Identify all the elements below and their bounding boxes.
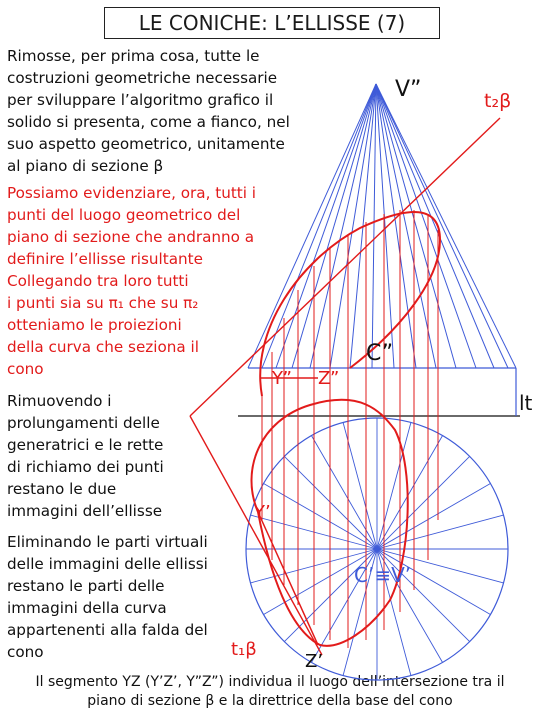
paragraph-remove-lines: Rimuovendo i prolungamenti delle generatrici e le rette di richiamo dei punti restano le due immagini dell’ellisse bbox=[7, 392, 164, 520]
base-radius-line bbox=[377, 484, 490, 550]
cone-generator-line bbox=[376, 84, 494, 368]
base-radius-line bbox=[312, 436, 378, 549]
label-c1-v1: C’≡V’ bbox=[354, 563, 412, 587]
paragraph-remove-virtual: Eliminando le parti virtuali delle immagini delle ellissi restano le parti delle immagini della curva appartenenti alla falda del cono bbox=[7, 533, 208, 661]
cone-generator-line bbox=[330, 84, 376, 368]
cone-generator-line bbox=[248, 84, 376, 368]
label-t2-beta: t₂β bbox=[484, 90, 512, 112]
cone-generators bbox=[248, 84, 516, 368]
base-radii bbox=[246, 418, 508, 680]
label-lt: lt bbox=[519, 391, 533, 415]
label-z2: Z” bbox=[318, 368, 340, 389]
recall-lines bbox=[262, 210, 438, 648]
label-y2: Y” bbox=[272, 368, 293, 389]
cone-generator-line bbox=[276, 84, 376, 368]
base-radius-line bbox=[377, 436, 443, 549]
caption: Il segmento YZ (Y’Z’, Y”Z”) individua il luogo dell’intersezione tra il piano di sezione β e la direttrice della base del cono bbox=[35, 674, 505, 709]
cone-generator-line bbox=[262, 84, 376, 368]
trace-t2-beta bbox=[190, 118, 500, 416]
label-y1: Y’ bbox=[254, 502, 271, 523]
base-radius-line bbox=[377, 456, 470, 549]
label-t1-beta: t₁β bbox=[231, 639, 257, 660]
base-radius-line bbox=[264, 484, 377, 550]
slide-title: LE CONICHE: L’ELLISSE (7) bbox=[104, 7, 440, 39]
paragraph-intro: Rimosse, per prima cosa, tutte le costruzioni geometriche necessarie per sviluppare l’algoritmo grafico il solido si presenta, come a fianco, nel suo aspetto geometrico, unitamente al piano di sezione β bbox=[7, 47, 290, 175]
label-c2: C” bbox=[366, 341, 394, 366]
paragraph-points: Possiamo evidenziare, ora, tutti i punti del luogo geometrico del piano di sezione che andranno a definire l’ellisse risultante bbox=[7, 184, 256, 268]
base-radius-line bbox=[377, 515, 504, 549]
label-z1: Z’ bbox=[305, 651, 324, 672]
label-v2: V” bbox=[395, 77, 422, 102]
paragraph-projections: Collegando tra loro tutti i punti sia su π₁ che su π₂ otteniamo le proiezioni della curva che seziona il cono bbox=[7, 272, 199, 378]
